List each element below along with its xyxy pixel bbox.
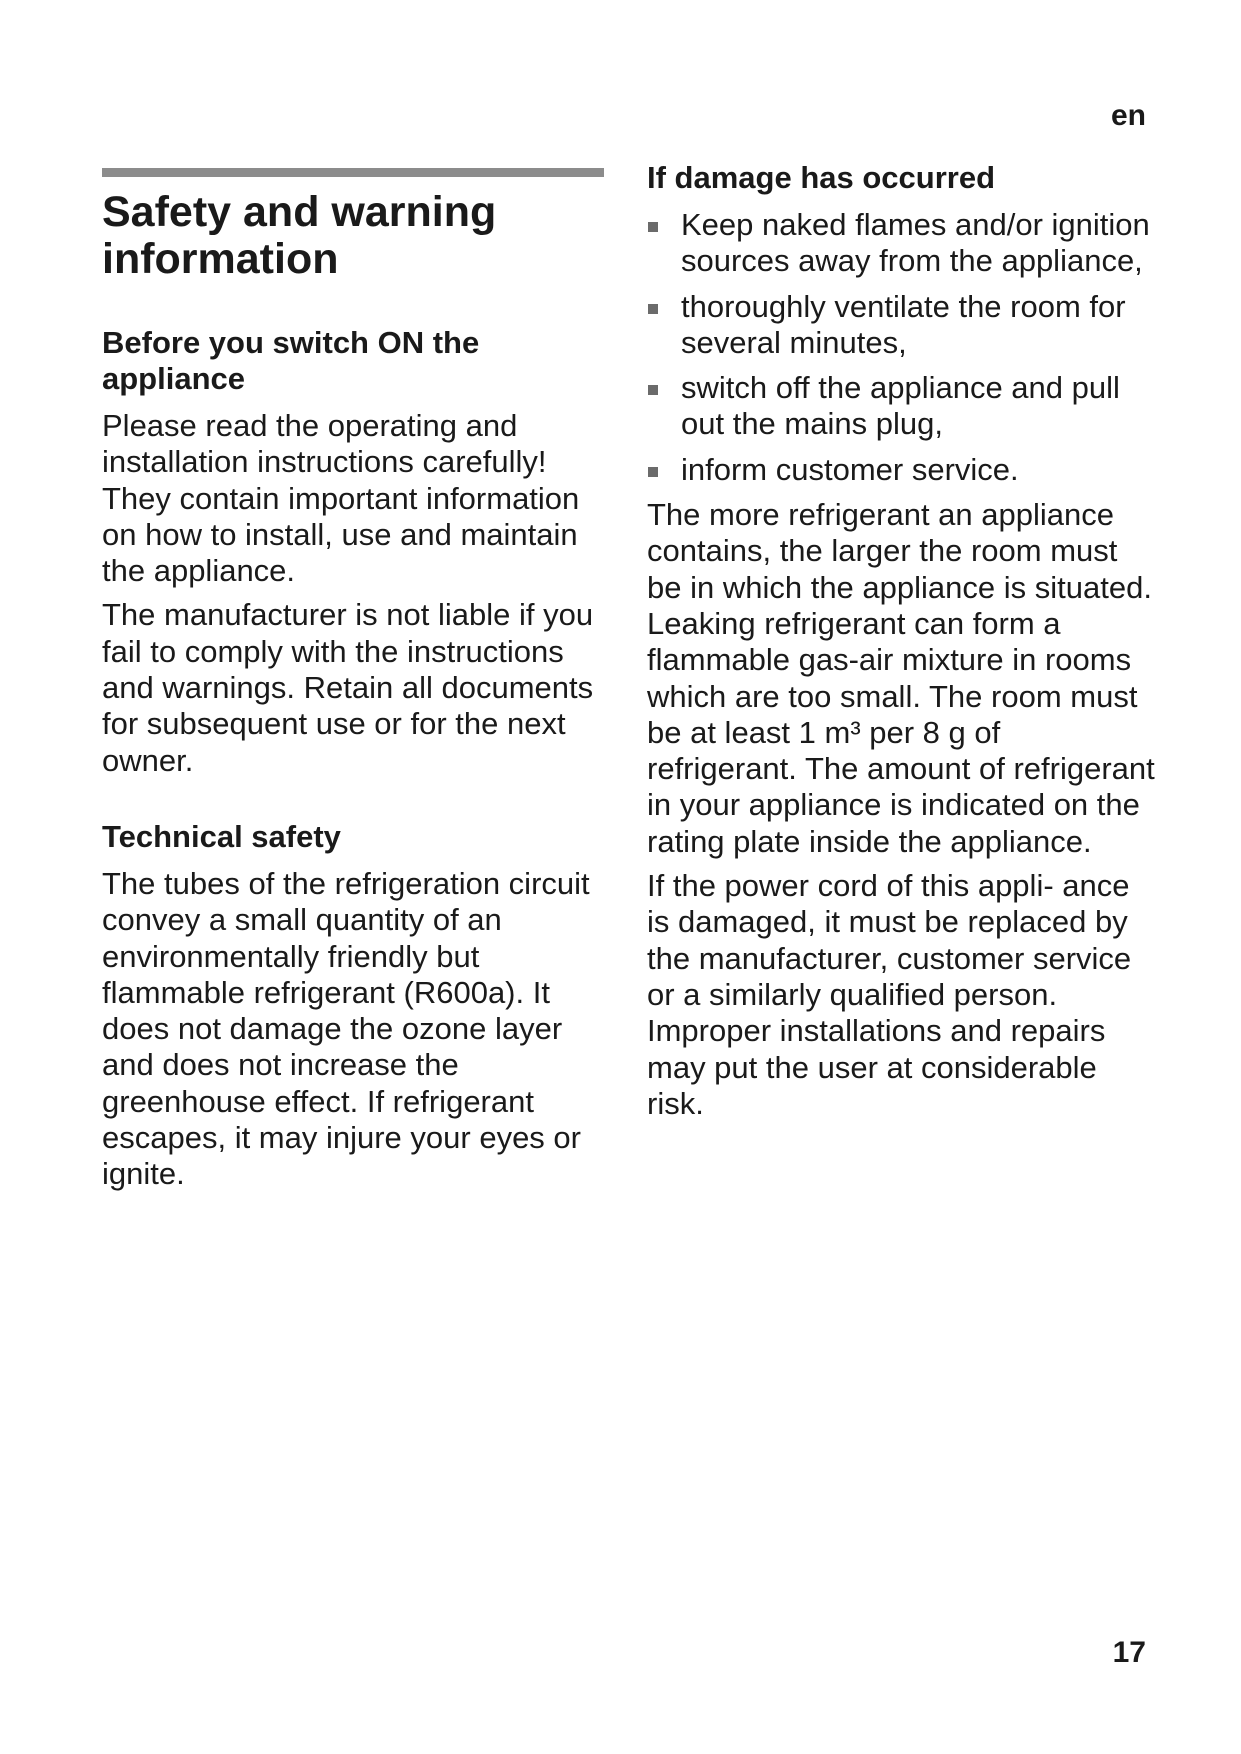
list-item-text: switch off the appliance and pull out the mains plug, — [681, 370, 1120, 442]
square-bullet-icon — [648, 467, 658, 477]
section-heading-before-switch-on: Before you switch ON the appliance — [102, 325, 480, 396]
left-column — [102, 168, 604, 1193]
paragraph-read-instructions: Please read the operating and installation instructions carefully! They contain important information on how to install, use and maintain the appliance. — [102, 408, 580, 589]
damage-steps-list — [647, 207, 1157, 488]
list-item-text: inform customer service. — [681, 451, 1019, 487]
paragraph-refrigerant-info: The tubes of the refrigeration circuit convey a small quantity of an environmentally friendly but flammable refrigerant (R600a). It does not damage the ozone layer and does not increase the greenhouse effect. If refrigerant escapes, it may injure your eyes or ignite. — [102, 865, 590, 1192]
right-column — [647, 160, 1157, 1122]
square-bullet-icon — [648, 222, 658, 232]
paragraph-manufacturer-liability: The manufacturer is not liable if you fail to comply with the instructions and warnings. Retain all documents for subsequent use or for the next owner. — [102, 597, 594, 778]
title-divider — [102, 168, 604, 177]
list-item-text: thoroughly ventilate the room for several minutes, — [681, 288, 1126, 360]
list-item — [647, 207, 1157, 280]
list-item-text: Keep naked flames and/or ignition sources away from the appliance, — [681, 207, 1150, 279]
list-item — [647, 289, 1157, 362]
language-marker: en — [1110, 99, 1146, 132]
paragraph-room-size: The more refrigerant an appliance contains, the larger the room must be in which the appliance is situated. Leaking refrigerant can form a flammable gas-air mixture in rooms which are too small. The room must be at least 1 m³ per 8 g of refrigerant. The amount of refrigerant in your appliance is indicated on the rating plate inside the appliance. — [647, 497, 1155, 859]
list-item — [647, 452, 1157, 488]
page-number: 17 — [1112, 1636, 1146, 1669]
page-title: Safety and warning information — [102, 188, 497, 283]
square-bullet-icon — [648, 304, 658, 314]
list-item — [647, 370, 1157, 443]
square-bullet-icon — [648, 385, 658, 395]
section-heading-if-damage: If damage has occurred — [647, 160, 996, 195]
section-heading-technical-safety: Technical safety — [102, 818, 341, 854]
paragraph-power-cord: If the power cord of this appli- ance is damaged, it must be replaced by the manufacturer, customer service or a similarly qualified person. Improper installations and repairs may put the user at considerable risk. — [647, 868, 1132, 1121]
